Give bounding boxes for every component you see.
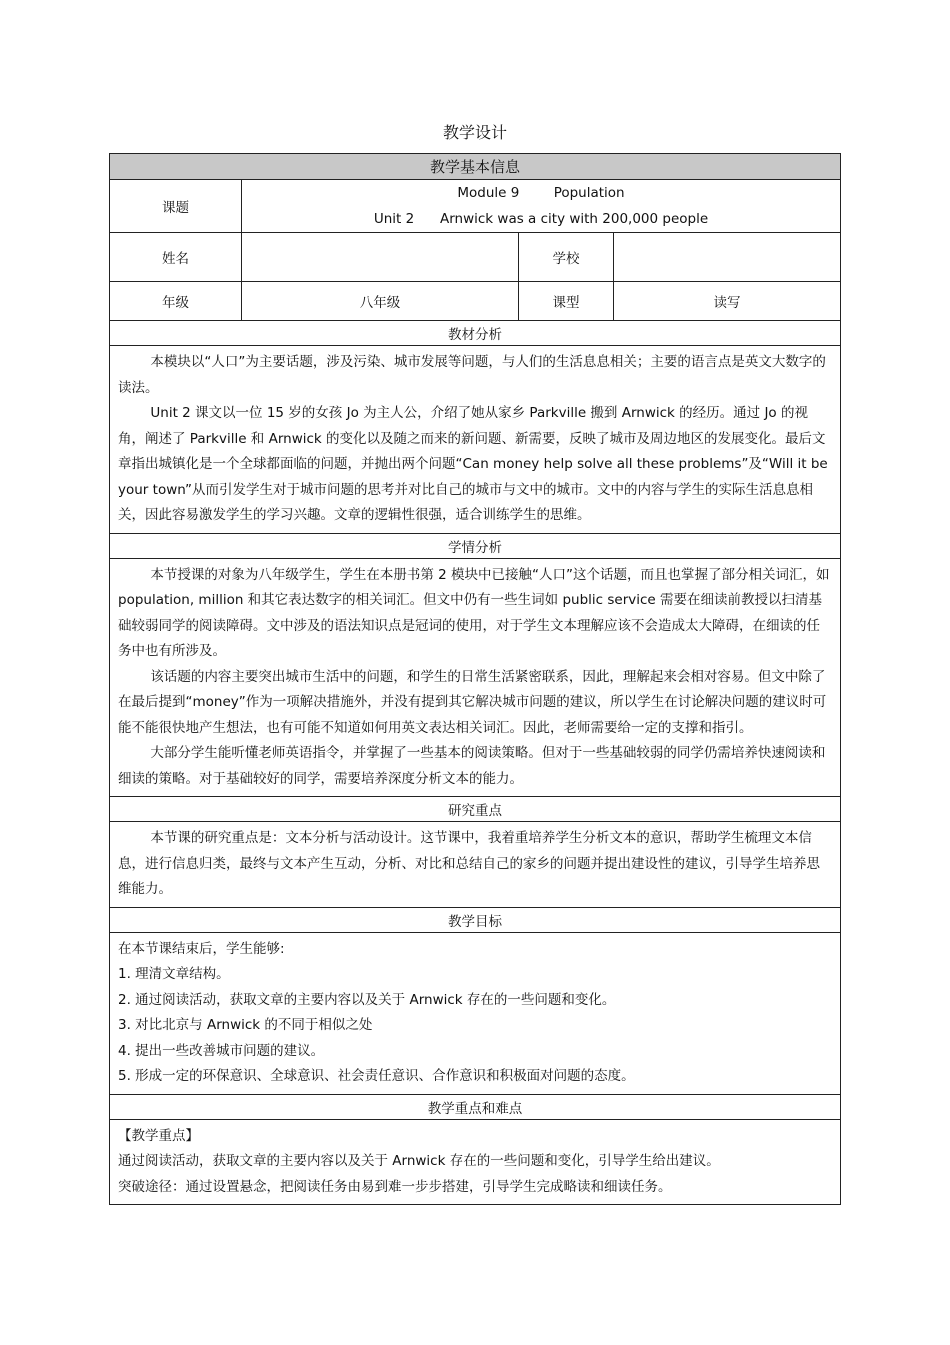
class-type-value: 读写 [614,282,841,321]
key-points-header: 教学重点和难点 [110,1094,841,1119]
objective-item: 2. 通过阅读活动，获取文章的主要内容以及关于 Arnwick 存在的一些问题和变化。 [118,991,616,1008]
research-focus-header: 研究重点 [110,797,841,822]
textbook-analysis-paragraph: Unit 2 课文以一位 15 岁的女孩 Jo 为主人公，介绍了她从家乡 Parkville 搬到 Arnwick 的经历。通过 Jo 的视角，阐述了 Parkville 和 Arnwick 的变化以及随之而来的新问题、新需要，反映了城市及周边地区的发展变化。最后文章指出城镇化是一个全球都面临的问题，并抛出两个问题“Can money help solve all these problems”及“Will it be your town”从而引发学生对于城市问题的思考并对比自己的城市与文中的城市。文中的内容与学生的实际生活息息相关，因此容易激发学生的学习兴趣。文章的逻辑性很强，适合训练学生的思维。 [118,405,828,523]
textbook-analysis-paragraph: 本模块以“人口”为主要话题，涉及污染、城市发展等问题，与人们的生活息息相关；主要的语言点是英文大数字的读法。 [118,354,826,396]
objective-item: 4. 提出一些改善城市问题的建议。 [118,1042,325,1059]
basic-info-header: 教学基本信息 [110,154,841,180]
learner-analysis-paragraph: 本节授课的对象为八年级学生，学生在本册书第 2 模块中已接触“人口”这个话题，而且也掌握了部分相关词汇，如 population, million 和其它表达数字的相关词汇。但文中仍有一些生词如 public service 需要在细读前教授以扫清基础较弱同学的阅读障碍。文中涉及的语法知识点是冠词的使用，对于学生文本理解应该不会造成太大障碍，在细读的任务中也有所涉及。 [118,566,830,659]
class-type-label: 课型 [519,282,614,321]
objective-item: 1. 理清文章结构。 [118,966,230,982]
objectives-intro: 在本节课结束后，学生能够: [118,940,285,957]
key-points-label: 【教学重点】 [118,1127,199,1144]
key-points-method: 突破途径：通过设置悬念，把阅读任务由易到难一步步搭建，引导学生完成略读和细读任务。 [118,1178,672,1195]
objectives-body [110,932,841,1094]
topic-line-unit: Unit 2 Arnwick was a city with 200,000 people [373,211,709,227]
objective-item: 5. 形成一定的环保意识、全球意识、社会责任意识、合作意识和积极面对问题的态度。 [118,1068,635,1084]
topic-label: 课题 [110,180,242,233]
topic-value [242,180,841,233]
name-label: 姓名 [110,233,242,282]
key-points-body [110,1119,841,1205]
page-title: 教学设计 [442,123,507,142]
textbook-analysis-body [110,346,841,534]
learner-analysis-paragraph: 大部分学生能听懂老师英语指令，并掌握了一些基本的阅读策略。但对于一些基础较弱的同学仍需培养快速阅读和细读的策略。对于基础较好的同学，需要培养深度分析文本的能力。 [118,745,826,787]
learner-analysis-paragraph: 该话题的内容主要突出城市生活中的问题，和学生的日常生活紧密联系，因此，理解起来会相对容易。但文中除了在最后提到“money”作为一项解决措施外，并没有提到其它解决城市问题的建议，所以学生在讨论解决问题的建议时可能不能很快地产生想法，也有可能不知道如何用英文表达相关词汇。因此，老师需要给一定的支撑和指引。 [118,668,827,736]
grade-value: 八年级 [242,282,519,321]
learner-analysis-body [110,558,841,797]
school-label: 学校 [519,233,614,282]
learner-analysis-header: 学情分析 [110,533,841,558]
lesson-plan-table [109,153,841,1205]
research-focus-body [110,822,841,908]
research-focus-paragraph: 本节课的研究重点是：文本分析与活动设计。这节课中，我着重培养学生分析文本的意识，帮助学生梳理文本信息，进行信息归类，最终与文本产生互动，分析、对比和总结自己的家乡的问题并提出建设性的建议，引导学生培养思维能力。 [118,830,820,897]
school-value[interactable] [614,233,841,282]
grade-label: 年级 [110,282,242,321]
objectives-header: 教学目标 [110,907,841,932]
objective-item: 3. 对比北京与 Arnwick 的不同于相似之处 [118,1017,373,1033]
key-points-line: 通过阅读活动，获取文章的主要内容以及关于 Arnwick 存在的一些问题和变化，引导学生给出建议。 [118,1153,720,1169]
textbook-analysis-header: 教材分析 [110,321,841,346]
name-value[interactable] [242,233,519,282]
topic-line-module: Module 9 Population [457,185,625,201]
